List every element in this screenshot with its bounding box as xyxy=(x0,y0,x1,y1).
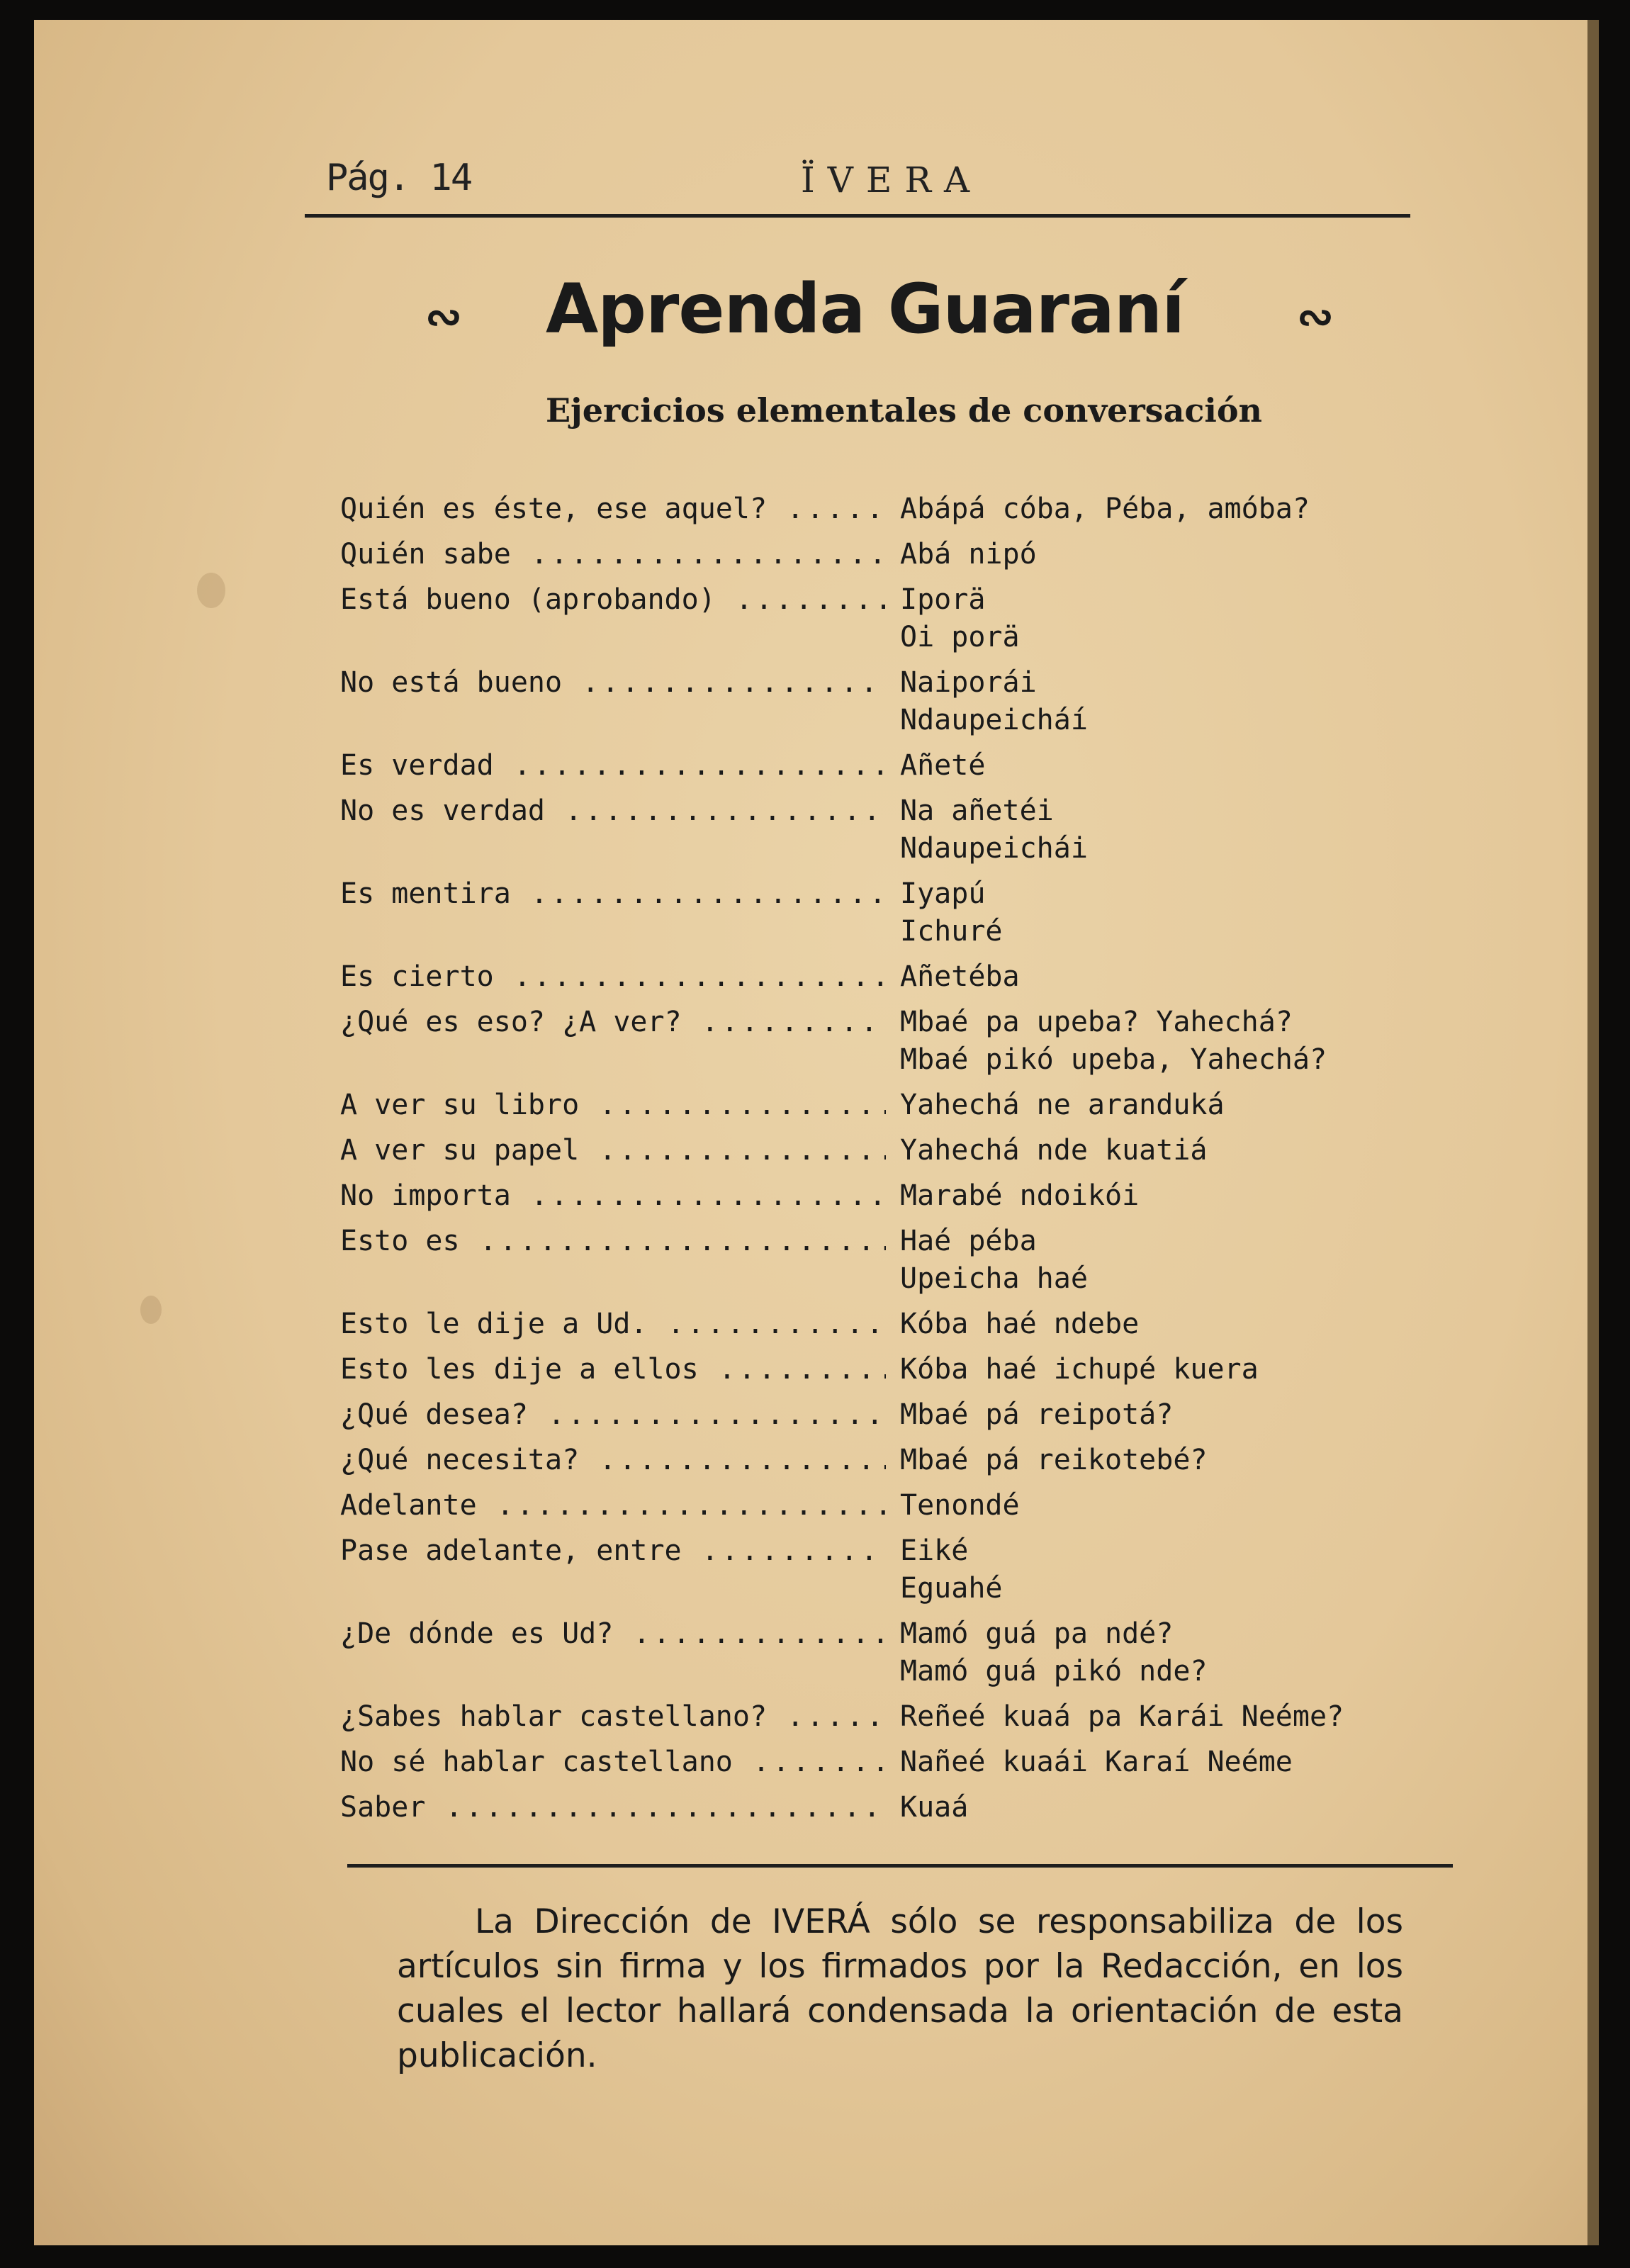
guarani-translations xyxy=(900,1532,1003,1607)
spanish-phrase: ¿De dónde es Ud? ..... xyxy=(340,1615,886,1653)
guarani-translations xyxy=(900,1177,1139,1215)
guarani-translations xyxy=(900,958,1020,996)
guarani-phrase: Kóba haé ndebe xyxy=(900,1308,1140,1340)
page-number: Pág. 14 xyxy=(326,157,472,199)
guarani-translations xyxy=(900,1744,1293,1781)
spanish-phrase: Quién es éste, ese aquel? ..... xyxy=(340,490,886,528)
spanish-phrase: Quién sabe ..... xyxy=(340,536,886,573)
spanish-phrase: ¿Qué desea? ..... xyxy=(340,1396,886,1434)
guarani-phrase: Naiporái xyxy=(900,666,1037,699)
guarani-phrase: Yahechá nde kuatiá xyxy=(900,1134,1208,1167)
spanish-phrase: A ver su libro ..... xyxy=(340,1087,886,1124)
guarani-phrase: Mbaé pikó upeba, Yahechá? xyxy=(900,1043,1327,1076)
spanish-phrase: No es verdad ..... xyxy=(340,792,886,830)
guarani-phrase: Nañeé kuaái Karaí Neéme xyxy=(900,1746,1293,1778)
guarani-phrase: Iyapú xyxy=(900,877,986,910)
guarani-phrase: Abá nipó xyxy=(900,538,1037,571)
paper-stain xyxy=(140,1296,162,1324)
ornament-right-icon: ∾ xyxy=(1297,291,1334,342)
spanish-phrase: Esto le dije a Ud. ..... xyxy=(340,1306,886,1343)
guarani-phrase: Reñeé kuaá pa Karái Neéme? xyxy=(900,1700,1344,1733)
guarani-phrase: Marabé ndoikói xyxy=(900,1179,1140,1212)
guarani-translations xyxy=(900,792,1088,868)
spanish-phrase: ¿Sabes hablar castellano? ..... xyxy=(340,1698,886,1736)
guarani-phrase: Mbaé pá reipotá? xyxy=(900,1398,1174,1431)
guarani-phrase: Ichuré xyxy=(900,915,1003,948)
guarani-translations xyxy=(900,664,1088,739)
footer-rule xyxy=(347,1864,1453,1868)
ornament-left-icon: ∾ xyxy=(425,291,462,342)
guarani-phrase: Kóba haé ichupé kuera xyxy=(900,1353,1259,1386)
guarani-translations xyxy=(900,1351,1259,1388)
guarani-phrase: Abápá cóba, Péba, amóba? xyxy=(900,493,1310,525)
guarani-translations xyxy=(900,1087,1225,1124)
editorial-note: La Dirección de IVERÁ sólo se responsabiliza de los artículos sin firma y los firmados por la Redacción, en los cuales el lector hallará condensada la orientación de esta publicación. xyxy=(397,1902,1403,2075)
spanish-phrase: No importa ..... xyxy=(340,1177,886,1215)
guarani-phrase: Mbaé pa upeba? Yahechá? xyxy=(900,1006,1293,1038)
spanish-phrase: No sé hablar castellano ..... xyxy=(340,1744,886,1781)
guarani-translations xyxy=(900,1132,1207,1169)
spanish-phrase: Es verdad ..... xyxy=(340,747,886,785)
guarani-translations xyxy=(900,1306,1139,1343)
guarani-phrase: Añeté xyxy=(900,749,986,782)
guarani-phrase: Mbaé pá reikotebé? xyxy=(900,1444,1208,1476)
guarani-translations xyxy=(900,1789,968,1826)
guarani-phrase: Añetéba xyxy=(900,960,1020,993)
spanish-phrase: Es cierto ..... xyxy=(340,958,886,996)
guarani-phrase: Mamó guá pa ndé? xyxy=(900,1617,1174,1650)
guarani-translations xyxy=(900,1487,1020,1525)
guarani-translations xyxy=(900,1442,1207,1479)
spanish-phrase: A ver su papel ..... xyxy=(340,1132,886,1169)
guarani-phrase: Eiké xyxy=(900,1534,969,1567)
spanish-phrase: ¿Qué es eso? ¿A ver? ..... xyxy=(340,1004,886,1041)
guarani-translations xyxy=(900,747,985,785)
guarani-phrase: Iporä xyxy=(900,583,986,616)
spanish-phrase: Es mentira ..... xyxy=(340,875,886,913)
guarani-phrase: Haé péba xyxy=(900,1225,1037,1257)
magazine-title: ÏVERA xyxy=(801,159,983,201)
title-text: Aprenda Guaraní xyxy=(546,269,1185,349)
guarani-translations xyxy=(900,490,1310,528)
article-subtitle: Ejercicios elementales de conversación xyxy=(546,391,1262,430)
guarani-translations xyxy=(900,536,1037,573)
guarani-phrase: Mamó guá pikó nde? xyxy=(900,1655,1208,1688)
spanish-phrase: Está bueno (aprobando) ..... xyxy=(340,581,886,619)
spanish-phrase: Saber ..... xyxy=(340,1789,886,1826)
guarani-translations xyxy=(900,875,1003,950)
spanish-phrase: No está bueno ..... xyxy=(340,664,886,702)
guarani-phrase: Tenondé xyxy=(900,1489,1020,1522)
spanish-phrase: Adelante ..... xyxy=(340,1487,886,1525)
guarani-translations xyxy=(900,1698,1344,1736)
guarani-translations xyxy=(900,581,1020,656)
guarani-translations xyxy=(900,1004,1327,1079)
article-title xyxy=(425,269,1417,361)
guarani-phrase: Eguahé xyxy=(900,1572,1003,1605)
guarani-phrase: Ndaupeichái xyxy=(900,832,1088,865)
guarani-phrase: Upeicha haé xyxy=(900,1262,1088,1295)
guarani-translations xyxy=(900,1223,1088,1298)
guarani-phrase: Yahechá ne aranduká xyxy=(900,1089,1225,1121)
header-rule xyxy=(305,214,1410,218)
spanish-phrase: Esto es ..... xyxy=(340,1223,886,1260)
guarani-translations xyxy=(900,1615,1207,1690)
guarani-translations xyxy=(900,1396,1173,1434)
spanish-phrase: ¿Qué necesita? ..... xyxy=(340,1442,886,1479)
spanish-phrase: Pase adelante, entre ..... xyxy=(340,1532,886,1570)
spanish-phrase: Esto les dije a ellos ..... xyxy=(340,1351,886,1388)
page-header xyxy=(305,152,1446,209)
guarani-phrase: Kuaá xyxy=(900,1791,969,1824)
paper-stain xyxy=(197,573,225,608)
guarani-phrase: Oi porä xyxy=(900,621,1020,653)
guarani-phrase: Na añetéi xyxy=(900,795,1054,827)
guarani-phrase: Ndaupeicháí xyxy=(900,704,1088,736)
